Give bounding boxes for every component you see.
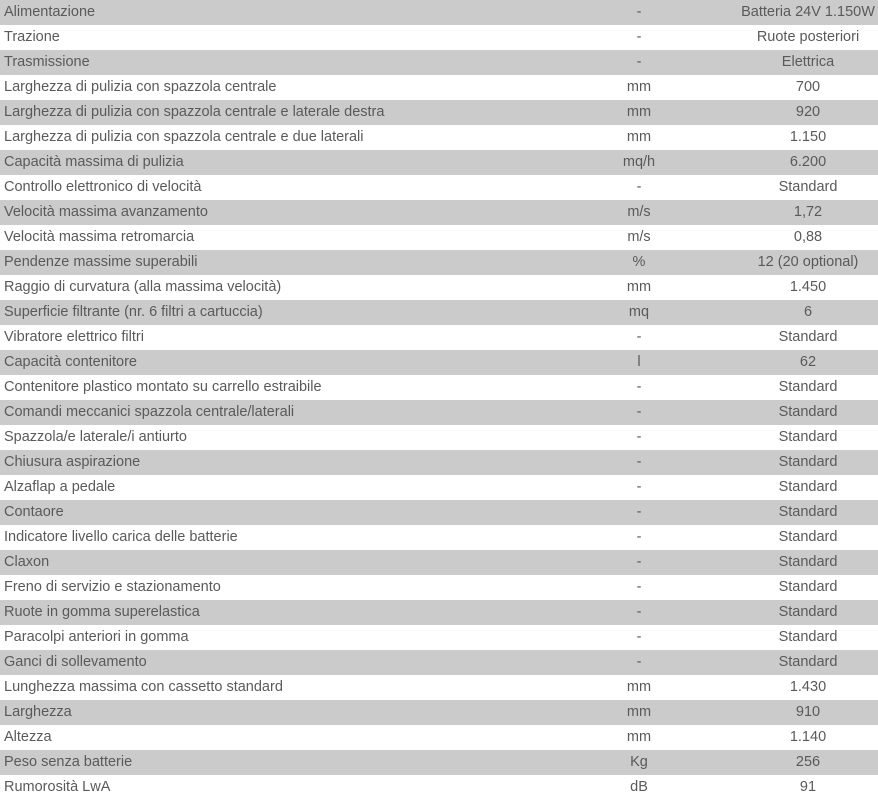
value-cell: 1,72	[734, 200, 878, 225]
feature-cell: Contenitore plastico montato su carrello estraibile	[0, 375, 544, 400]
feature-cell: Larghezza	[0, 700, 544, 725]
unit-cell: mm	[544, 125, 734, 150]
table-row	[0, 75, 878, 100]
value-cell: Batteria 24V 1.150W	[734, 0, 878, 25]
value-cell: 6.200	[734, 150, 878, 175]
value-cell: Standard	[734, 325, 878, 350]
table-row	[0, 0, 878, 25]
unit-cell: -	[544, 650, 734, 675]
value-cell: 1.140	[734, 725, 878, 750]
feature-cell: Alimentazione	[0, 0, 544, 25]
value-cell: Standard	[734, 650, 878, 675]
value-cell: Standard	[734, 500, 878, 525]
unit-cell: mq/h	[544, 150, 734, 175]
feature-cell: Claxon	[0, 550, 544, 575]
table-row	[0, 300, 878, 325]
feature-cell: Indicatore livello carica delle batterie	[0, 525, 544, 550]
feature-cell: Larghezza di pulizia con spazzola centrale	[0, 75, 544, 100]
unit-cell: -	[544, 25, 734, 50]
unit-cell: mm	[544, 675, 734, 700]
unit-cell: -	[544, 625, 734, 650]
feature-cell: Comandi meccanici spazzola centrale/laterali	[0, 400, 544, 425]
table-row	[0, 650, 878, 675]
feature-cell: Velocità massima retromarcia	[0, 225, 544, 250]
table-row	[0, 275, 878, 300]
feature-cell: Trazione	[0, 25, 544, 50]
value-cell: Standard	[734, 575, 878, 600]
feature-cell: Velocità massima avanzamento	[0, 200, 544, 225]
feature-cell: Vibratore elettrico filtri	[0, 325, 544, 350]
unit-cell: mm	[544, 100, 734, 125]
table-row	[0, 625, 878, 650]
value-cell: Standard	[734, 450, 878, 475]
table-row	[0, 325, 878, 350]
unit-cell: mq	[544, 300, 734, 325]
feature-cell: Capacità massima di pulizia	[0, 150, 544, 175]
feature-cell: Ruote in gomma superelastica	[0, 600, 544, 625]
table-row	[0, 375, 878, 400]
table-row	[0, 50, 878, 75]
table-row	[0, 775, 878, 800]
unit-cell: mm	[544, 700, 734, 725]
value-cell: Standard	[734, 600, 878, 625]
unit-cell: -	[544, 375, 734, 400]
unit-cell: -	[544, 475, 734, 500]
value-cell: 256	[734, 750, 878, 775]
feature-cell: Peso senza batterie	[0, 750, 544, 775]
feature-cell: Altezza	[0, 725, 544, 750]
feature-cell: Trasmissione	[0, 50, 544, 75]
unit-cell: -	[544, 450, 734, 475]
table-row	[0, 125, 878, 150]
feature-cell: Spazzola/e laterale/i antiurto	[0, 425, 544, 450]
feature-cell: Freno di servizio e stazionamento	[0, 575, 544, 600]
unit-cell: dB	[544, 775, 734, 800]
feature-cell: Larghezza di pulizia con spazzola centrale e due laterali	[0, 125, 544, 150]
value-cell: Standard	[734, 525, 878, 550]
unit-cell: mm	[544, 725, 734, 750]
feature-cell: Controllo elettronico di velocità	[0, 175, 544, 200]
table-row	[0, 100, 878, 125]
feature-cell: Ganci di sollevamento	[0, 650, 544, 675]
unit-cell: -	[544, 500, 734, 525]
table-row	[0, 475, 878, 500]
value-cell: 910	[734, 700, 878, 725]
table-row	[0, 25, 878, 50]
table-row	[0, 750, 878, 775]
unit-cell: -	[544, 50, 734, 75]
table-row	[0, 450, 878, 475]
feature-cell: Lunghezza massima con cassetto standard	[0, 675, 544, 700]
unit-cell: mm	[544, 275, 734, 300]
table-row	[0, 550, 878, 575]
table-row	[0, 200, 878, 225]
unit-cell: -	[544, 550, 734, 575]
value-cell: Standard	[734, 625, 878, 650]
value-cell: 920	[734, 100, 878, 125]
value-cell: Standard	[734, 175, 878, 200]
unit-cell: l	[544, 350, 734, 375]
feature-cell: Paracolpi anteriori in gomma	[0, 625, 544, 650]
value-cell: Standard	[734, 400, 878, 425]
value-cell: 1.450	[734, 275, 878, 300]
feature-cell: Alzaflap a pedale	[0, 475, 544, 500]
table-row	[0, 250, 878, 275]
table-row	[0, 600, 878, 625]
value-cell: Standard	[734, 375, 878, 400]
value-cell: 700	[734, 75, 878, 100]
value-cell: 12 (20 optional)	[734, 250, 878, 275]
table-row	[0, 400, 878, 425]
unit-cell: -	[544, 600, 734, 625]
feature-cell: Pendenze massime superabili	[0, 250, 544, 275]
unit-cell: m/s	[544, 225, 734, 250]
unit-cell: m/s	[544, 200, 734, 225]
unit-cell: -	[544, 425, 734, 450]
feature-cell: Rumorosità LwA	[0, 775, 544, 800]
feature-cell: Superficie filtrante (nr. 6 filtri a cartuccia)	[0, 300, 544, 325]
feature-cell: Chiusura aspirazione	[0, 450, 544, 475]
table-row	[0, 500, 878, 525]
value-cell: Standard	[734, 550, 878, 575]
table-row	[0, 725, 878, 750]
value-cell: Standard	[734, 475, 878, 500]
table-row	[0, 525, 878, 550]
unit-cell: -	[544, 525, 734, 550]
table-row	[0, 675, 878, 700]
table-row	[0, 150, 878, 175]
unit-cell: -	[544, 175, 734, 200]
table-row	[0, 350, 878, 375]
feature-cell: Raggio di curvatura (alla massima velocità)	[0, 275, 544, 300]
unit-cell: %	[544, 250, 734, 275]
unit-cell: mm	[544, 75, 734, 100]
feature-cell: Capacità contenitore	[0, 350, 544, 375]
value-cell: Elettrica	[734, 50, 878, 75]
value-cell: Standard	[734, 425, 878, 450]
feature-cell: Contaore	[0, 500, 544, 525]
table-row	[0, 175, 878, 200]
unit-cell: -	[544, 575, 734, 600]
value-cell: Ruote posteriori	[734, 25, 878, 50]
value-cell: 6	[734, 300, 878, 325]
feature-cell: Larghezza di pulizia con spazzola centrale e laterale destra	[0, 100, 544, 125]
unit-cell: -	[544, 0, 734, 25]
value-cell: 1.150	[734, 125, 878, 150]
unit-cell: -	[544, 400, 734, 425]
value-cell: 0,88	[734, 225, 878, 250]
table-row	[0, 225, 878, 250]
value-cell: 62	[734, 350, 878, 375]
unit-cell: Kg	[544, 750, 734, 775]
unit-cell: -	[544, 325, 734, 350]
table-row	[0, 700, 878, 725]
table-row	[0, 575, 878, 600]
table-row	[0, 425, 878, 450]
value-cell: 1.430	[734, 675, 878, 700]
value-cell: 91	[734, 775, 878, 800]
